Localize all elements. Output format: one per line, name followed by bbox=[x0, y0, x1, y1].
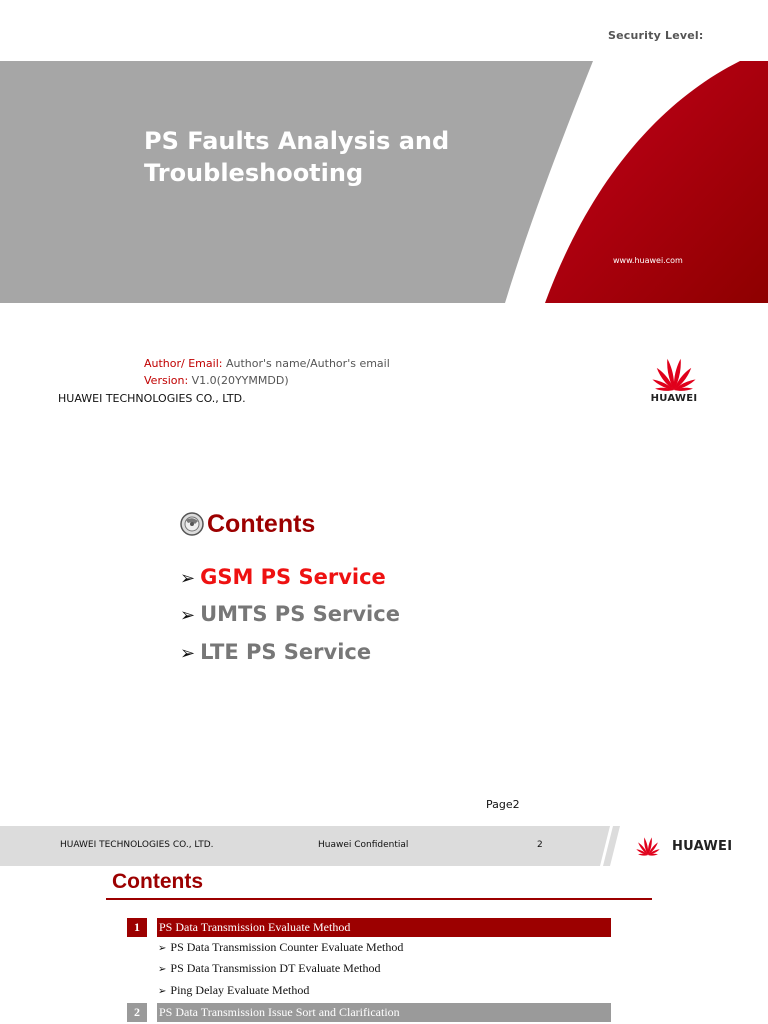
logo-wordmark: HUAWEI bbox=[672, 838, 733, 854]
footer-confidential: Huawei Confidential bbox=[318, 840, 409, 850]
huawei-logo bbox=[640, 356, 708, 404]
author-label: Author/ Email: bbox=[144, 357, 223, 370]
contents-title-2: Contents bbox=[112, 870, 203, 893]
arrowhead-bullet-icon: ➢ bbox=[180, 643, 196, 664]
subsection-label: Ping Delay Evaluate Method bbox=[170, 983, 310, 997]
section-row-1[interactable] bbox=[127, 918, 611, 937]
subsection-label: PS Data Transmission DT Evaluate Method bbox=[170, 961, 381, 975]
huawei-petal-logo-icon bbox=[630, 836, 666, 856]
menu-item-lte-ps-service[interactable] bbox=[180, 640, 371, 664]
footer-company: HUAWEI TECHNOLOGIES CO., LTD. bbox=[60, 840, 214, 850]
page-label: Page2 bbox=[486, 798, 520, 811]
menu-item-label: UMTS PS Service bbox=[200, 602, 400, 626]
version-label: Version: bbox=[144, 374, 189, 387]
footer-bar bbox=[0, 826, 768, 866]
security-level: Security Level: bbox=[608, 29, 704, 42]
section-row-2[interactable] bbox=[127, 1003, 611, 1022]
arrowhead-bullet-icon: ➢ bbox=[158, 964, 167, 975]
huawei-petal-logo-icon bbox=[642, 356, 706, 392]
author-line bbox=[144, 357, 390, 370]
footer-page-number: 2 bbox=[537, 840, 543, 850]
menu-item-label: GSM PS Service bbox=[200, 565, 386, 589]
slide-title: PS Faults Analysis and Troubleshooting bbox=[144, 127, 450, 187]
menu-item-gsm-ps-service[interactable] bbox=[180, 565, 386, 589]
subsection-item[interactable] bbox=[158, 983, 309, 998]
arrowhead-bullet-icon: ➢ bbox=[180, 568, 196, 589]
company-name: HUAWEI TECHNOLOGIES CO., LTD. bbox=[58, 392, 246, 405]
subsection-item[interactable] bbox=[158, 961, 381, 976]
title-divider bbox=[106, 898, 652, 900]
arrowhead-bullet-icon: ➢ bbox=[180, 605, 196, 626]
version-line bbox=[144, 374, 289, 387]
author-value: Author's name/Author's email bbox=[225, 357, 390, 370]
logo-wordmark: HUAWEI bbox=[650, 393, 698, 404]
website-url[interactable]: www.huawei.com bbox=[613, 256, 683, 265]
subsection-label: PS Data Transmission Counter Evaluate Method bbox=[170, 940, 404, 954]
contents-title: Contents bbox=[207, 510, 316, 538]
title-banner bbox=[0, 61, 768, 303]
version-value: V1.0(20YYMMDD) bbox=[191, 374, 289, 387]
arrowhead-bullet-icon: ➢ bbox=[158, 943, 167, 954]
menu-item-umts-ps-service[interactable] bbox=[180, 602, 400, 626]
section-label: PS Data Transmission Issue Sort and Clarification bbox=[157, 1003, 611, 1022]
section-number: 2 bbox=[127, 1003, 147, 1022]
section-number: 1 bbox=[127, 918, 147, 937]
section-label: PS Data Transmission Evaluate Method bbox=[157, 918, 611, 937]
disc-icon bbox=[180, 512, 204, 540]
footer-huawei-logo bbox=[630, 836, 732, 856]
menu-item-label: LTE PS Service bbox=[200, 640, 372, 664]
subsection-item[interactable] bbox=[158, 940, 403, 955]
arrowhead-bullet-icon: ➢ bbox=[158, 986, 167, 997]
